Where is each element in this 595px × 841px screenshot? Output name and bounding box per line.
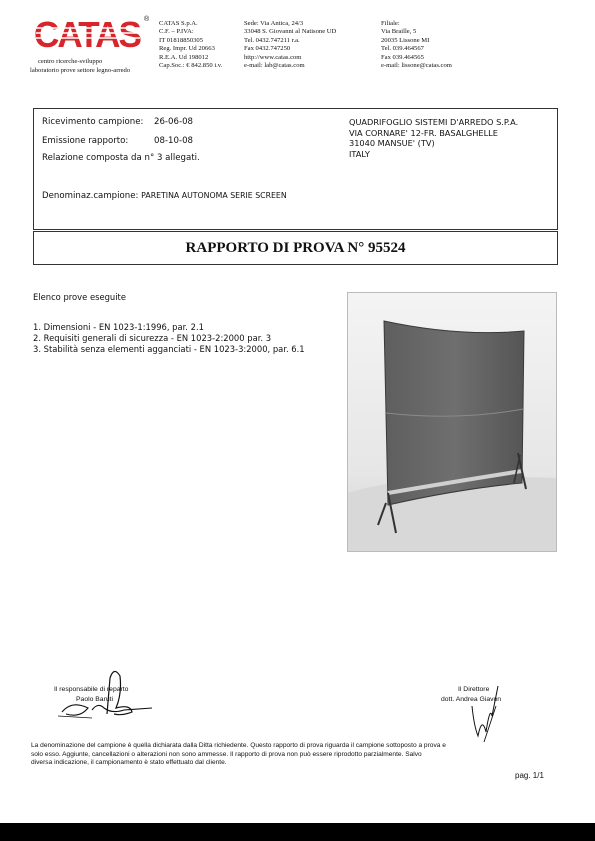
right-signatory-role: Il Direttore [458, 686, 490, 693]
test-item: 2. Requisiti generali di sicurezza - EN 1023-2:2000 par. 3 [33, 333, 272, 343]
registered-mark: ® [144, 16, 150, 23]
issued-value: 08-10-08 [154, 136, 194, 146]
report-title-box [33, 231, 558, 265]
attachments-note: Relazione composta da n° 3 allegati. [42, 153, 200, 163]
test-item: 3. Stabilità senza elementi agganciati - EN 1023-3:2000, par. 6.1 [33, 344, 305, 354]
issued-row [42, 136, 193, 146]
sample-name-label: Denominaz.campione: [42, 191, 139, 201]
logo-tagline-2: laboratorio prove settore legno-arredo [30, 67, 131, 74]
client-line: ITALY [349, 148, 370, 159]
branch-line: Fax 039.464565 [381, 53, 424, 61]
client-line: 31040 MANSUE' (TV) [349, 138, 435, 149]
company-info-line: C.F. – P.IVA: [159, 28, 194, 36]
issued-label: Emissione rapporto: [42, 136, 129, 146]
received-row [42, 117, 193, 127]
branch-line: Tel. 039.464567 [381, 45, 424, 53]
tests-heading: Elenco prove eseguite [33, 292, 126, 302]
client-line: VIA CORNARE' 12-FR. BASALGHELLE [349, 127, 498, 138]
sample-info-box [33, 108, 558, 230]
company-info-line: R.E.A. Ud 198012 [159, 53, 209, 61]
branch-line: Via Braille, 5 [381, 28, 417, 36]
right-signature [462, 676, 522, 746]
catas-logo-mark [32, 14, 144, 54]
branch-line: e-mail: lissone@catas.com [381, 62, 452, 70]
bottom-black-band [0, 823, 595, 841]
branch-line: 20035 Lissone MI [381, 36, 430, 44]
left-signature [52, 664, 162, 724]
received-value: 26-06-08 [154, 117, 194, 127]
headquarters-line: http://www.catas.com [244, 53, 302, 61]
headquarters-info [244, 20, 336, 70]
headquarters-line: Tel. 0432.747211 r.a. [244, 36, 300, 44]
headquarters-line: Fax 0432.747250 [244, 45, 291, 53]
company-info-line: Cap.Soc.: € 842.850 i.v. [159, 62, 223, 70]
left-signatory-role: Il responsabile di reparto [54, 686, 129, 693]
product-photo [347, 292, 557, 552]
company-info-line: CATAS S.p.A. [159, 20, 198, 27]
received-label: Ricevimento campione: [42, 117, 144, 127]
catas-logo [30, 14, 155, 76]
branch-info [381, 20, 452, 70]
sample-name-row [42, 191, 287, 201]
test-item: 1. Dimensioni - EN 1023-1:1996, par. 2.1 [33, 322, 204, 332]
company-info [159, 20, 222, 70]
disclaimer-line: La denominazione del campione è quella dichiarata dalla Ditta richiedente. Questo rapporto di prova riguarda il campione sottoposto a prova e [31, 742, 446, 749]
client-address [349, 117, 518, 159]
sample-name-value: PARETINA AUTONOMA SERIE SCREEN [141, 191, 287, 200]
tests-list [33, 322, 305, 355]
company-info-line: IT 01818850305 [159, 36, 204, 44]
headquarters-line: e-mail: lab@catas.com [244, 62, 305, 70]
report-title: RAPPORTO DI PROVA N° 95524 [185, 240, 406, 256]
headquarters-line: Sede: Via Antica, 24/3 [244, 20, 304, 27]
branch-line: Filiale: [381, 20, 400, 27]
svg-text:CATAS: CATAS [34, 14, 141, 54]
disclaimer-line: diversa indicazione, il campionamento è stato effettuato dal cliente. [31, 759, 227, 767]
headquarters-line: 33048 S. Giovanni al Natisone UD [244, 28, 337, 36]
right-signatory-name: dott. Andrea Giavon [441, 696, 502, 703]
page-number: pag. 1/1 [515, 771, 544, 780]
logo-tagline-1: centro ricerche-sviluppo [38, 58, 103, 65]
client-line: QUADRIFOGLIO SISTEMI D'ARREDO S.P.A. [349, 117, 519, 127]
disclaimer-line: solo esso. Aggiunte, cancellazioni o alterazioni non sono ammesse. Il rapporto di prova non può essere riprodotto parzialmente. Salvo [31, 750, 422, 758]
partition-screen-image [348, 293, 556, 551]
disclaimer [31, 742, 551, 768]
company-info-line: Reg. Impr. Ud 20663 [159, 45, 215, 53]
left-signatory-name: Paolo Baruti [76, 696, 114, 703]
